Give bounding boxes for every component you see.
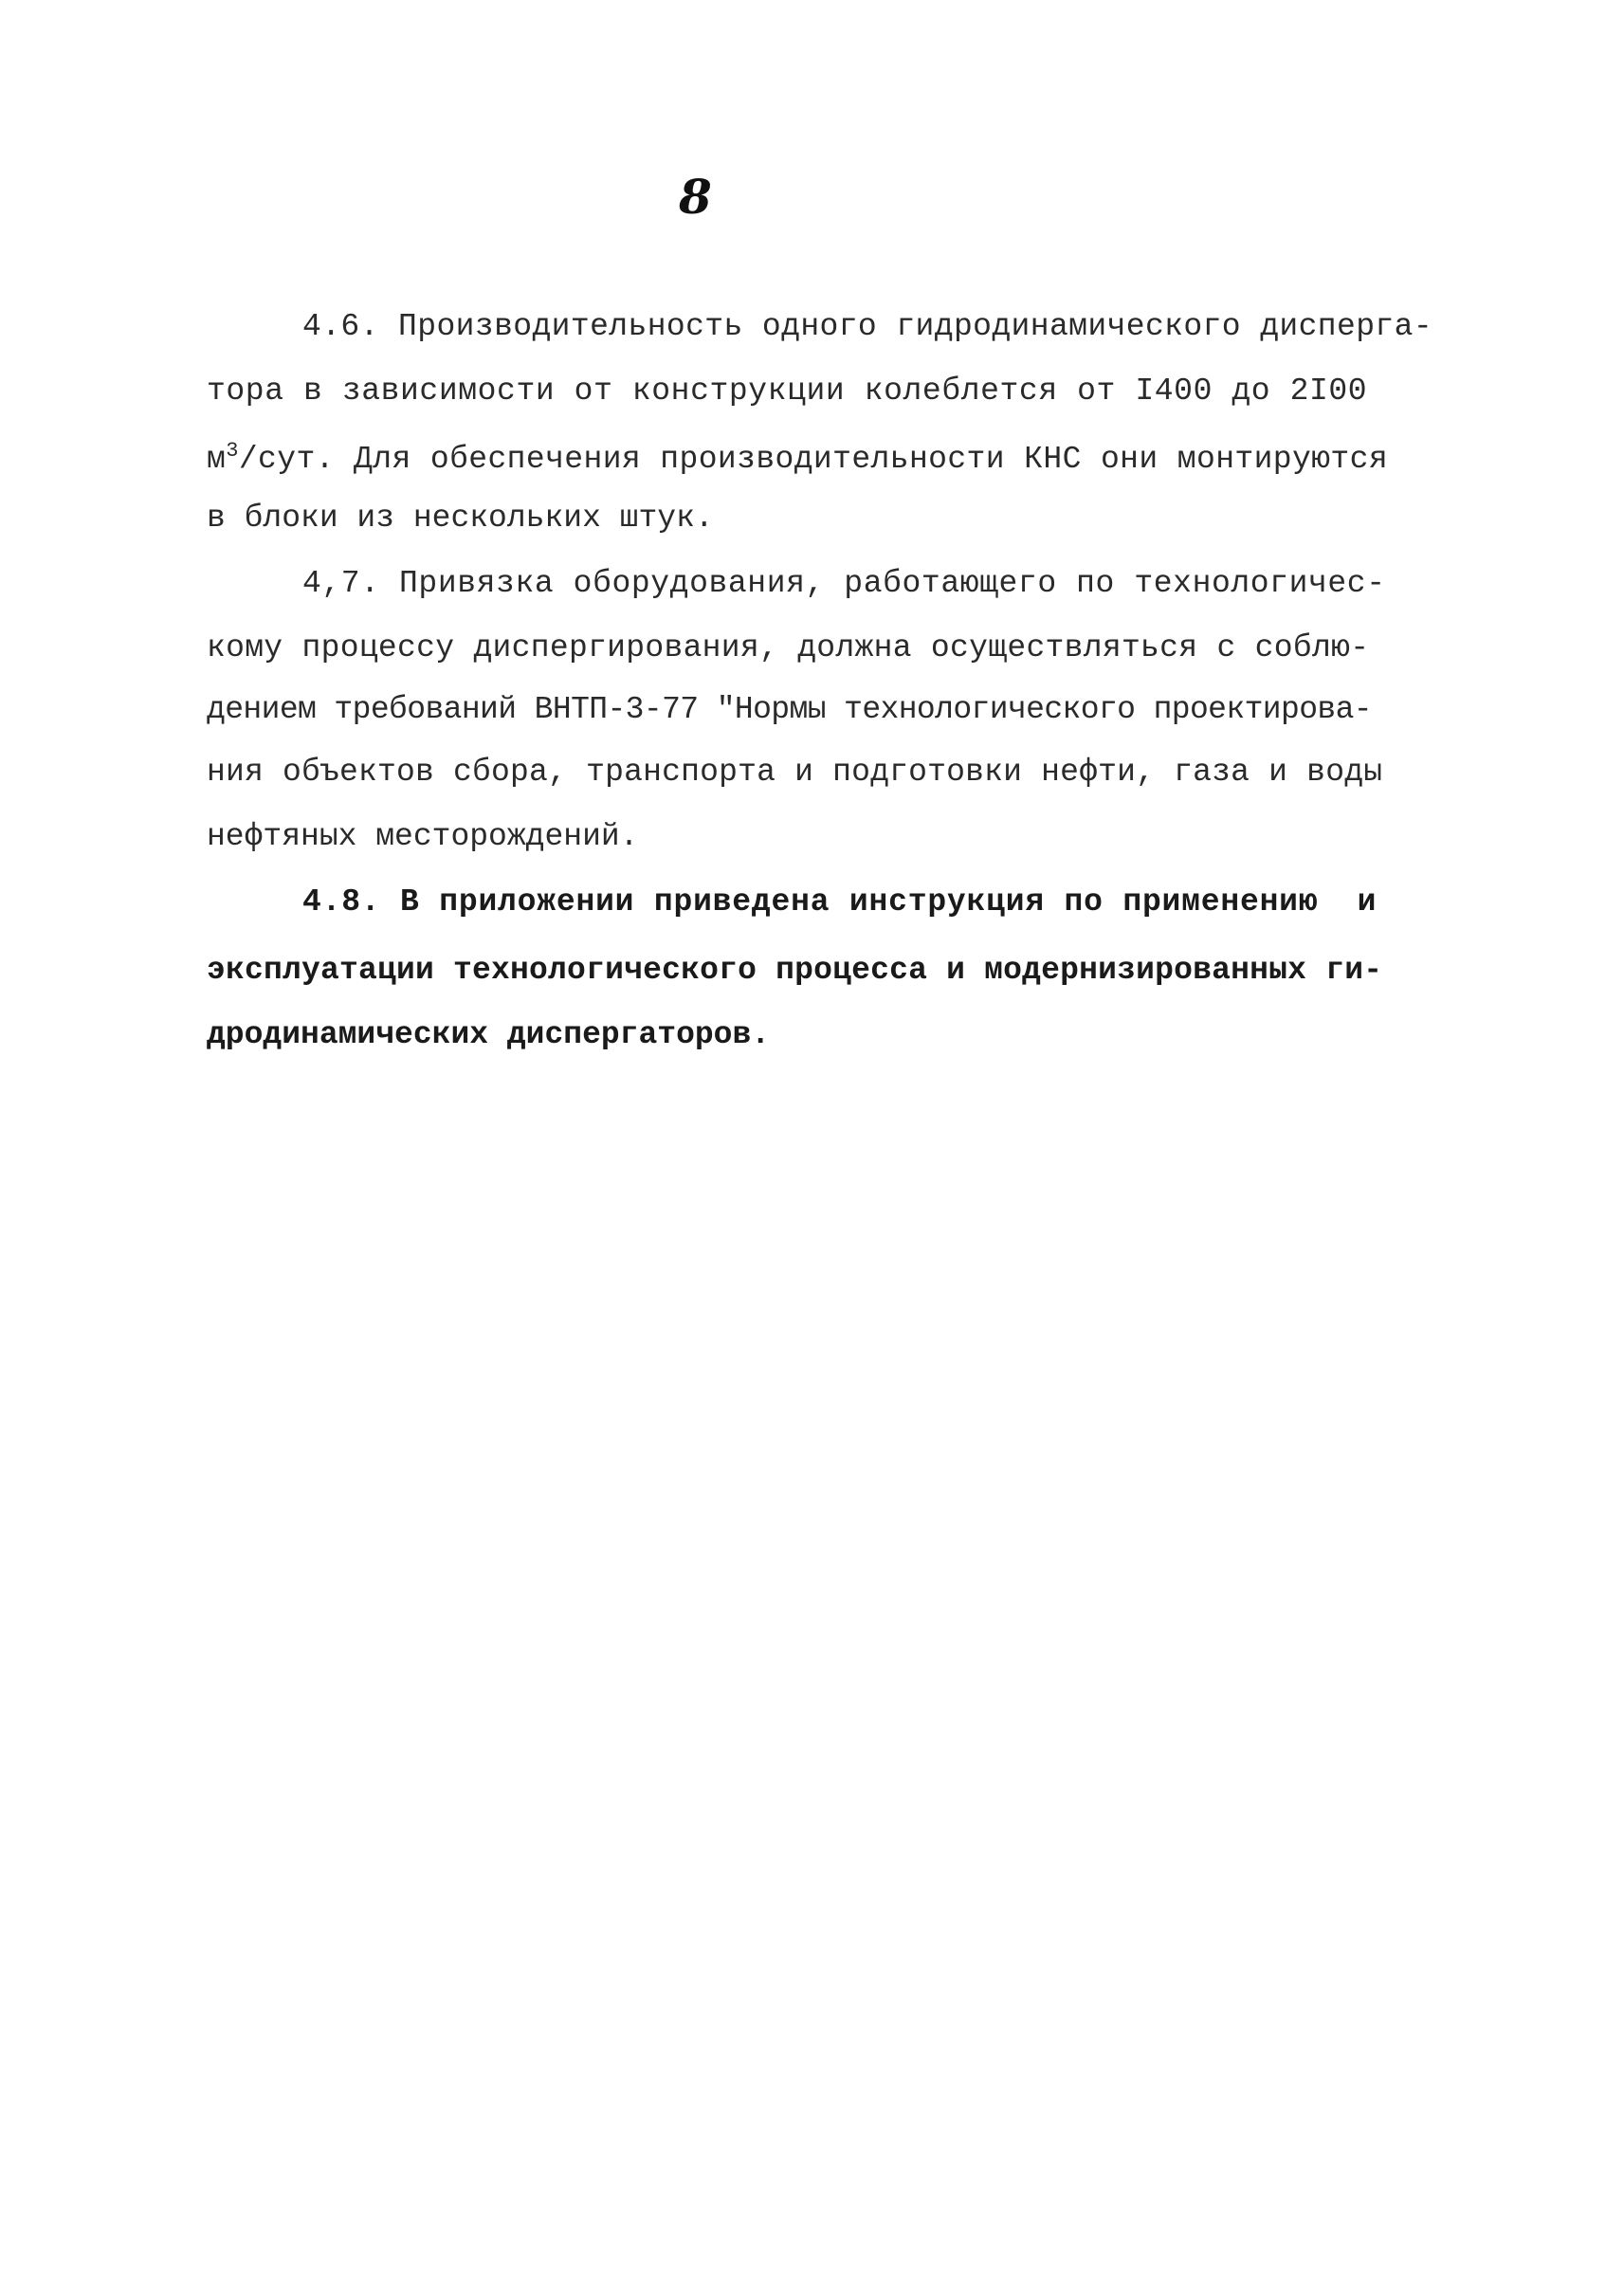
text-line (207, 439, 1388, 477)
text-line (302, 309, 1432, 344)
unit-superscript: 3 (226, 439, 239, 463)
text-line: кому процессу диспергирования, должна осуществляться с соблю- (207, 630, 1370, 665)
line-text: Привязка оборудования, работающего по технологичес- (399, 566, 1386, 601)
text-line: дением требований ВНТП-3-77 "Нормы технологического проектирова- (207, 692, 1373, 727)
text-line: дродинамических диспергаторов. (207, 1017, 771, 1052)
unit-prefix: м (207, 442, 227, 477)
text-line: в блоки из нескольких штук. (207, 501, 714, 536)
text-line (302, 884, 1377, 920)
text-line (302, 566, 1386, 601)
line-text: В приложении приведена инструкция по применению и (400, 884, 1378, 920)
text-line: ния объектов сбора, транспорта и подготовки нефти, газа и воды (207, 755, 1383, 790)
line-text: /сут. Для обеспечения производительности КНС они монтируются (238, 442, 1389, 477)
page-number: 8 (679, 169, 712, 225)
paragraph-number: 4.8. (302, 884, 381, 920)
paragraph-number: 4,7. (302, 566, 380, 601)
text-line: эксплуатации технологического процесса и модернизированных ги- (207, 953, 1383, 988)
text-line: тора в зависимости от конструкции колеблется от I400 до 2I00 (207, 373, 1368, 409)
line-text: Производительность одного гидродинамического дисперга- (398, 309, 1433, 344)
paragraph-number: 4.6. (302, 309, 379, 344)
text-line: нефтяных месторождений. (207, 819, 639, 854)
